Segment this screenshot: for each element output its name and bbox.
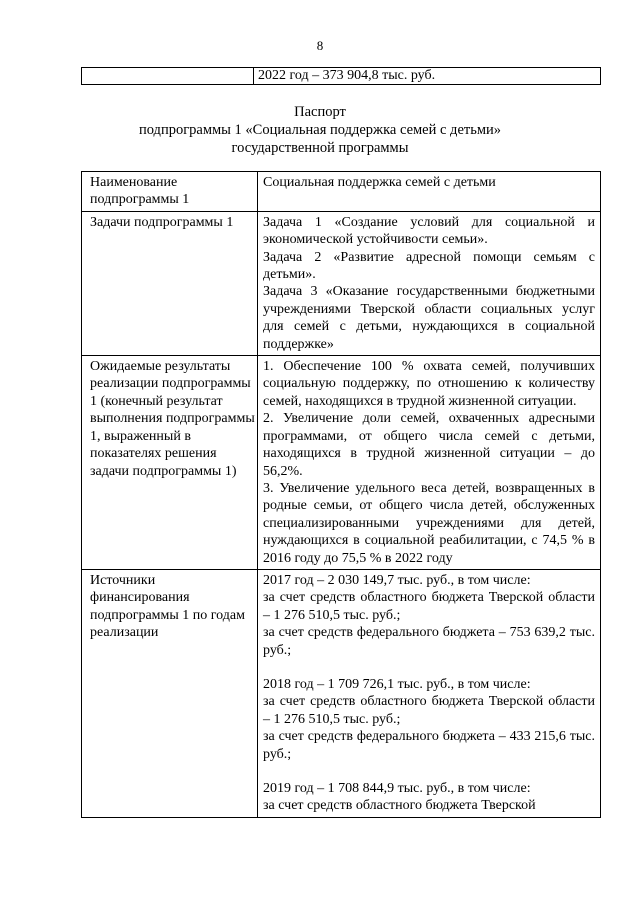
row-label: Наименование подпрограммы 1 bbox=[82, 172, 258, 212]
row-content bbox=[258, 211, 601, 355]
table-cell bbox=[82, 68, 254, 85]
content-paragraph: за счет средств федерального бюджета – 433 215,6 тыс. руб.; bbox=[263, 729, 595, 762]
table-row bbox=[82, 211, 601, 355]
row-content bbox=[258, 569, 601, 817]
table-cell: 2022 год – 373 904,8 тыс. руб. bbox=[254, 68, 601, 85]
table-row bbox=[82, 356, 601, 570]
paragraph-gap bbox=[263, 763, 595, 780]
content-paragraph: Задача 3 «Оказание государственными бюджетными учреждениями Тверской области социальных услуг для семей с детьми, нуждающихся в социальной поддержке» bbox=[263, 284, 595, 352]
document-heading bbox=[0, 103, 640, 157]
row-content bbox=[258, 172, 601, 212]
row-label: Ожидаемые результаты реализации подпрограммы 1 (конечный результат выполнения подпрограммы 1, выраженный в показателях решения задачи подпрограммы 1) bbox=[82, 356, 258, 570]
row-label: Задачи подпрограммы 1 bbox=[82, 211, 258, 355]
passport-table bbox=[81, 171, 601, 818]
content-paragraph: за счет средств областного бюджета Тверской области – 1 276 510,5 тыс. руб.; bbox=[263, 590, 595, 623]
content-paragraph: 2. Увеличение доли семей, охваченных адресными программами, от общего числа семей с детьми, находящихся в трудной жизненной ситуации – до 56,2%. bbox=[263, 411, 595, 479]
content-paragraph: за счет средств областного бюджета Тверской bbox=[263, 798, 536, 814]
page-number: 8 bbox=[316, 38, 324, 53]
heading-title: Паспорт bbox=[294, 104, 346, 120]
content-paragraph: Социальная поддержка семей с детьми bbox=[263, 175, 496, 190]
heading-subtitle: подпрограммы 1 «Социальная поддержка семей с детьми» bbox=[138, 122, 502, 138]
table-row bbox=[82, 68, 601, 85]
content-paragraph: за счет средств федерального бюджета – 753 639,2 тыс. руб.; bbox=[263, 625, 595, 658]
content-paragraph: 2018 год – 1 709 726,1 тыс. руб., в том числе: bbox=[263, 676, 531, 692]
content-paragraph: за счет средств областного бюджета Тверской области – 1 276 510,5 тыс. руб.; bbox=[263, 694, 595, 727]
content-paragraph: 3. Увеличение удельного веса детей, возвращенных в родные семьи, от общего числа детей, обслуженных специализированными учреждениями для детей, нуждающихся в социальной реабилитации, с 74,5 % в 2016 году до 75,5 % в 2022 году bbox=[263, 480, 595, 566]
content-paragraph: 2017 год – 2 030 149,7 тыс. руб., в том числе: bbox=[263, 572, 531, 588]
table-row bbox=[82, 172, 601, 212]
paragraph-gap bbox=[263, 659, 595, 676]
row-label: Источники финансирования подпрограммы 1 по годам реализации bbox=[82, 569, 258, 817]
continuation-table bbox=[81, 67, 601, 85]
content-paragraph: 2019 год – 1 708 844,9 тыс. руб., в том числе: bbox=[263, 781, 531, 796]
table-row bbox=[82, 569, 601, 817]
row-content bbox=[258, 356, 601, 570]
content-paragraph: 1. Обеспечение 100 % охвата семей, получивших социальную поддержку, по отношению к количеству семей, находящихся в трудной жизненной ситуации. bbox=[263, 359, 595, 409]
heading-subtitle: государственной программы bbox=[231, 140, 409, 156]
content-paragraph: Задача 2 «Развитие адресной помощи семьям с детьми». bbox=[263, 249, 595, 283]
content-paragraph: Задача 1 «Создание условий для социальной и экономической устойчивости семьи». bbox=[263, 214, 595, 248]
